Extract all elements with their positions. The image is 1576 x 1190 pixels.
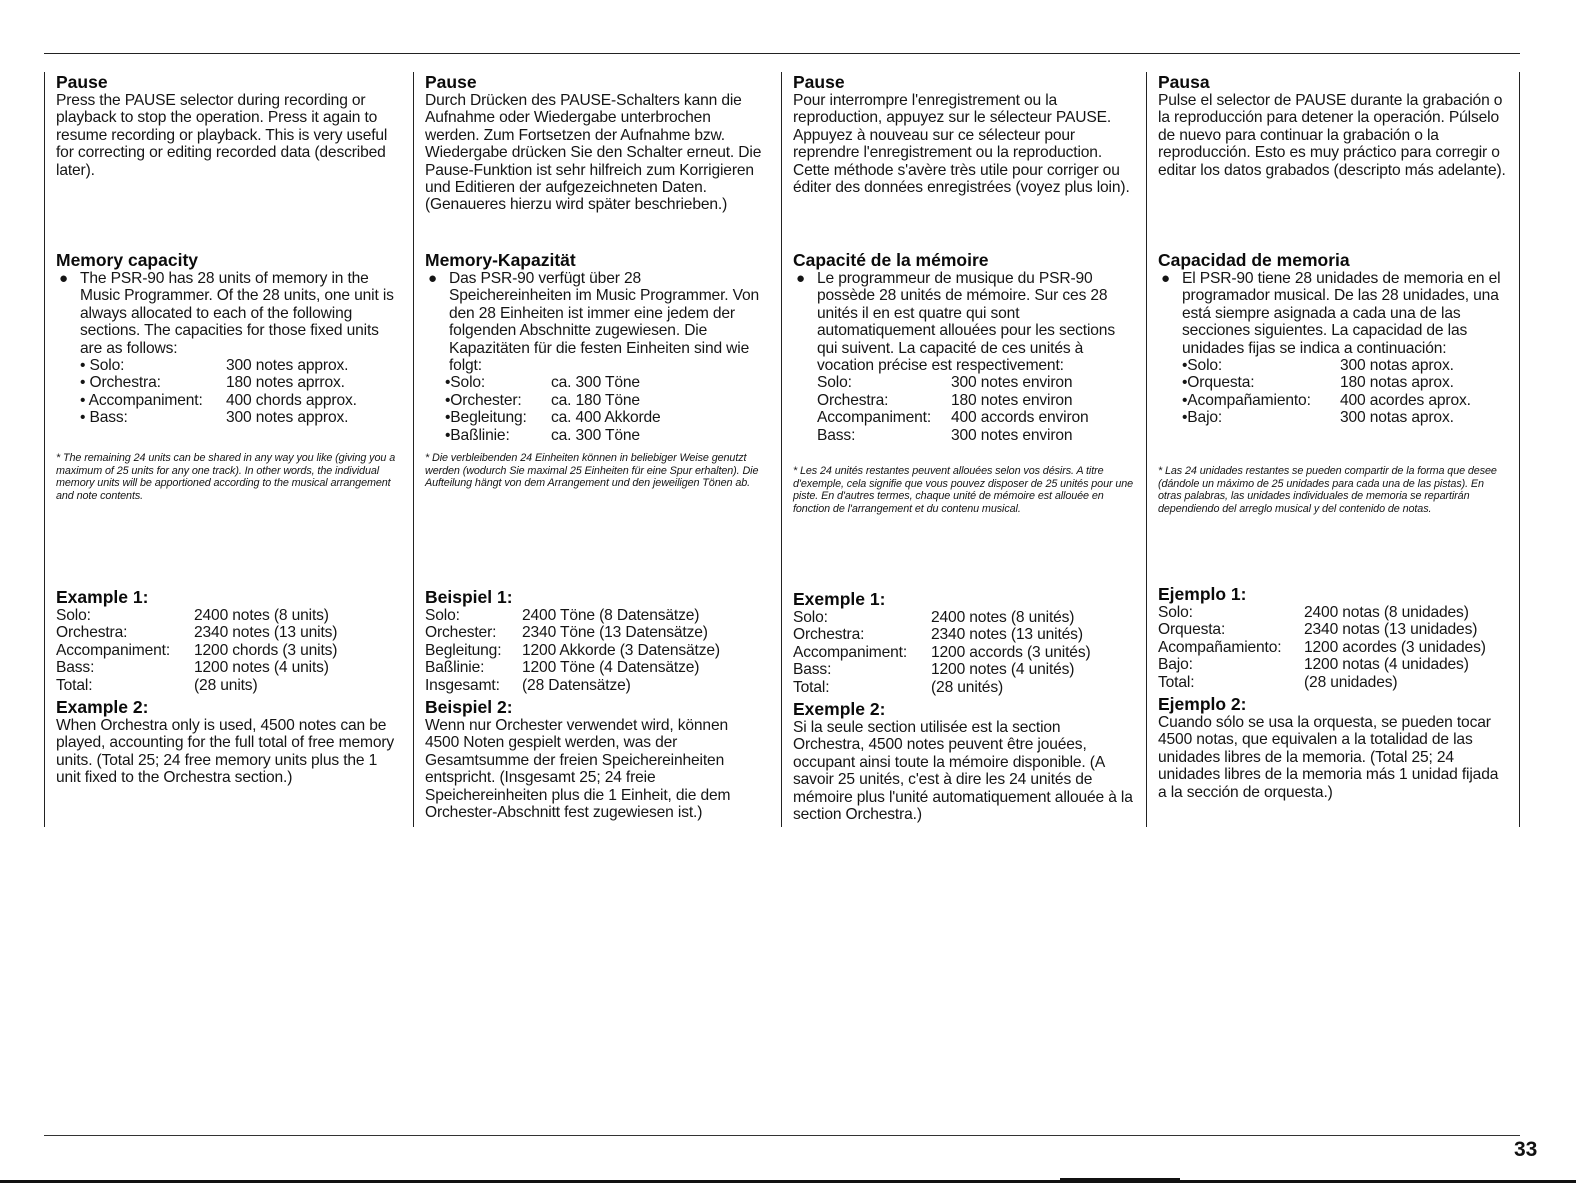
- capacity-list: [1158, 357, 1507, 427]
- table-row: Total: (28 units): [56, 676, 258, 694]
- examples-section: [56, 587, 397, 787]
- table-row: Bajo: 1200 notas (4 unidades): [1158, 656, 1469, 674]
- list-item: •Baßlinie: ca. 300 Töne: [445, 426, 640, 444]
- table-row: Begleitung: 1200 Akkorde (3 Datensätze): [425, 641, 720, 659]
- list-item: Bass: 300 notes environ: [817, 426, 1073, 444]
- example1-heading: Exemple 1:: [793, 589, 886, 609]
- table-row: Solo: 2400 notas (8 unidades): [1158, 604, 1469, 621]
- example1-table: [793, 609, 1134, 696]
- example2-heading: Beispiel 2:: [425, 697, 513, 718]
- capacity-list: [425, 374, 766, 444]
- list-item: • Bass: 300 notes approx.: [80, 409, 349, 427]
- memory-section: [56, 250, 397, 427]
- bullet-icon: ●: [1161, 270, 1170, 287]
- memory-intro: ● Das PSR-90 verfügt über 28 Speichereinheiten im Music Programmer. Von den 28 Einheiten ist immer eine jedem der folgenden Abschnitte zugewiesen. Die Kapazitäten für die festen Einheiten sind wie folgt:: [428, 270, 760, 375]
- top-rule: [44, 53, 1520, 54]
- table-row: Solo: 2400 Töne (8 Datensätze): [425, 607, 700, 624]
- pause-section: [425, 72, 766, 214]
- list-item: • Orchestra: 180 notes aprrox.: [80, 374, 345, 392]
- list-item: • Solo: 300 notes approx.: [80, 357, 349, 375]
- table-row: Orchestra: 2340 notes (13 unités): [793, 626, 1083, 644]
- list-item: •Bajo: 300 notas aprox.: [1182, 409, 1454, 427]
- list-item: •Solo: 300 notas aprox.: [1182, 357, 1454, 375]
- pause-section: [793, 72, 1134, 196]
- list-item: Solo: 300 notes environ: [817, 374, 1073, 392]
- example2-text: Cuando sólo se usa la orquesta, se pueden tocar 4500 notas, que equivalen a la totalidad de las unidades libres de la memoria. (Total 25; 24 unidades libres de la memoria más 1 unidad fijada a la sección de orquesta.): [1158, 714, 1499, 801]
- pause-text: Pulse el selector de PAUSE durante la grabación o la reproducción para detener la operación. Púlselo de nuevo para continuar la grabación o la reproducción. Esto es muy práctico para corregir o editar los datos grabados (descripto más adelante).: [1158, 92, 1506, 179]
- example2-text: Wenn nur Orchester verwendet wird, können 4500 Noten gespielt werden, was der Gesamtsumme der freien Speichereinheiten entspricht. (Insgesamt 25; 24 freie Speichereinheiten plus die 1 Einheit, die dem Orchester-Abschnitt fest zugewiesen ist.): [425, 717, 731, 822]
- table-row: Bass: 1200 notes (4 units): [56, 659, 329, 677]
- pause-heading: Pausa: [1158, 72, 1210, 92]
- memory-heading: Capacité de la mémoire: [793, 250, 989, 270]
- memory-section: [425, 250, 766, 444]
- table-row: Insgesamt: (28 Datensätze): [425, 676, 631, 694]
- footnote-text: * The remaining 24 units can be shared in any way you like (giving you a maximum of 25 units for any one track). In other words, the individual memory units will be apportioned according to the musical arrangement and note contents.: [56, 452, 396, 502]
- table-row: Solo: 2400 notes (8 units): [56, 607, 329, 624]
- bottom-edge-mark: [1060, 1178, 1180, 1183]
- example2-heading: Ejemplo 2:: [1158, 694, 1247, 715]
- pause-text: Durch Drücken des PAUSE-Schalters kann die Aufnahme oder Wiedergabe unterbrochen werden. Zum Fortsetzen der Aufnahme bzw. Wiedergabe drücken Sie den Schalter erneut. Die Pause-Funktion ist sehr hilfreich zum Korrigieren und Editieren der aufgezeichneten Daten. (Genaueres hierzu wird später beschrieben.): [425, 92, 762, 214]
- column-german: [413, 72, 766, 827]
- capacity-list: [793, 374, 1134, 444]
- table-row: Total: (28 unités): [793, 678, 1004, 696]
- bullet-icon: ●: [59, 270, 68, 287]
- example1-table: [425, 607, 766, 694]
- memory-intro: ● The PSR-90 has 28 units of memory in the Music Programmer. Of the 28 units, one unit is always allocated to each of the following sections. The capacities for those fixed units are as follows:: [59, 270, 394, 357]
- footnote: [793, 465, 1134, 515]
- table-row: Accompaniment: 1200 chords (3 units): [56, 641, 338, 659]
- example2-heading: Exemple 2:: [793, 699, 886, 720]
- example1-heading: Example 1:: [56, 587, 149, 607]
- list-item: •Acompañamiento: 400 acordes aprox.: [1182, 391, 1471, 409]
- pause-section: [1158, 72, 1507, 179]
- bottom-rule: [44, 1135, 1520, 1136]
- table-row: Solo: 2400 notes (8 unités): [793, 609, 1075, 626]
- list-item: •Orquesta: 180 notas aprox.: [1182, 374, 1454, 392]
- capacity-list: [56, 357, 397, 427]
- footnote-text: * Las 24 unidades restantes se pueden compartir de la forma que desee (dándole un máximo de 25 unidades para cada una de las pistas). En otras palabras, las unidades individuales de memoria se repartirán dependiendo del arreglo musical y del contenido de notas.: [1158, 465, 1497, 515]
- list-item: •Orchester: ca. 180 Töne: [445, 391, 640, 409]
- footnote: [425, 452, 766, 490]
- column-french: [781, 72, 1134, 827]
- list-item: •Begleitung: ca. 400 Akkorde: [445, 409, 661, 427]
- pause-heading: Pause: [425, 72, 477, 92]
- memory-section: [1158, 250, 1507, 427]
- table-row: Total: (28 unidades): [1158, 673, 1398, 691]
- memory-heading: Capacidad de memoria: [1158, 250, 1350, 270]
- example2-heading: Example 2:: [56, 697, 149, 718]
- pause-heading: Pause: [56, 72, 108, 92]
- bullet-icon: ●: [428, 270, 437, 287]
- example2-text: Si la seule section utilisée est la section Orchestra, 4500 notes peuvent être jouées, occupant ainsi toute la mémoire disponible. (A savoir 25 unités, c'est à dire les 24 unités de mémoire plus l'unité automatiquement allouée à la section Orchestra.): [793, 719, 1133, 824]
- examples-section: [425, 587, 766, 821]
- memory-intro: ● Le programmeur de musique du PSR-90 possède 28 unités de mémoire. Sur ces 28 unités il en est quatre qui sont automatiquement allouées pour les sections qui suivent. La capacité de ces unités à vocation précise est respectivement:: [796, 270, 1115, 375]
- pause-section: [56, 72, 397, 179]
- table-row: Bass: 1200 notes (4 unités): [793, 661, 1075, 679]
- bullet-icon: ●: [796, 270, 805, 287]
- examples-section: [793, 589, 1134, 823]
- examples-section: [1158, 584, 1507, 801]
- example2-text: When Orchestra only is used, 4500 notes can be played, accounting for the full total of free memory units. (Total 25; 24 free memory units plus the 1 unit fixed to the Orchestra section.): [56, 717, 395, 787]
- list-item: •Solo: ca. 300 Töne: [445, 374, 640, 392]
- memory-heading: Memory-Kapazität: [425, 250, 576, 270]
- pause-text: Pour interrompre l'enregistrement ou la reproduction, appuyez sur le sélecteur PAUSE. Appuyez à nouveau sur ce sélecteur pour reprendre l'enregistrement ou la reproduction. Cette méthode s'avère très utile pour corriger ou éditer des données enregistrées (voyez plus loin).: [793, 92, 1130, 197]
- table-row: Orchestra: 2340 notes (13 units): [56, 624, 338, 642]
- pause-text: Press the PAUSE selector during recording or playback to stop the operation. Press it again to resume recording or playback. This is very useful for correcting or editing recorded data (described later).: [56, 92, 388, 179]
- memory-section: [793, 250, 1134, 444]
- bottom-edge-bar: [0, 1180, 1576, 1183]
- table-row: Accompaniment: 1200 accords (3 unités): [793, 643, 1091, 661]
- column-spanish: [1146, 72, 1520, 827]
- list-item: Orchestra: 180 notes environ: [817, 391, 1073, 409]
- table-row: Acompañamiento: 1200 acordes (3 unidades): [1158, 638, 1486, 656]
- list-item: • Accompaniment: 400 chords approx.: [80, 391, 357, 409]
- list-item: Accompaniment: 400 accords environ: [817, 409, 1089, 427]
- table-row: Orquesta: 2340 notas (13 unidades): [1158, 621, 1478, 639]
- memory-heading: Memory capacity: [56, 250, 199, 270]
- example1-table: [1158, 604, 1507, 691]
- example1-table: [56, 607, 397, 694]
- table-row: Baßlinie: 1200 Töne (4 Datensätze): [425, 659, 700, 677]
- page-number: 33: [1514, 1138, 1538, 1161]
- example1-heading: Ejemplo 1:: [1158, 584, 1247, 604]
- example1-heading: Beispiel 1:: [425, 587, 513, 607]
- footnote: [1158, 465, 1507, 515]
- footnote-text: * Les 24 unités restantes peuvent allouées selon vos désirs. A titre d'exemple, cela signifie que vous pouvez disposer de 25 unités pour une piste. En d'autres termes, chaque unité de mémoire est allouée en fonction de l'arrangement et du contenu musical.: [793, 465, 1134, 515]
- table-row: Orchester: 2340 Töne (13 Datensätze): [425, 624, 708, 642]
- column-english: [44, 72, 397, 827]
- footnote: [56, 452, 397, 502]
- footnote-text: * Die verbleibenden 24 Einheiten können in beliebiger Weise genutzt werden (wodurch Sie maximal 25 Einheiten für eine Spur erhalten). Die Aufteilung hängt von dem Arrangement und den jeweiligen Tönen ab.: [425, 452, 759, 490]
- memory-intro: ● El PSR-90 tiene 28 unidades de memoria en el programador musical. De las 28 unidades, una está siempre asignada a cada una de las secciones siguientes. La capacidad de las unidades fijas se indica a continuación:: [1161, 270, 1501, 357]
- pause-heading: Pause: [793, 72, 845, 92]
